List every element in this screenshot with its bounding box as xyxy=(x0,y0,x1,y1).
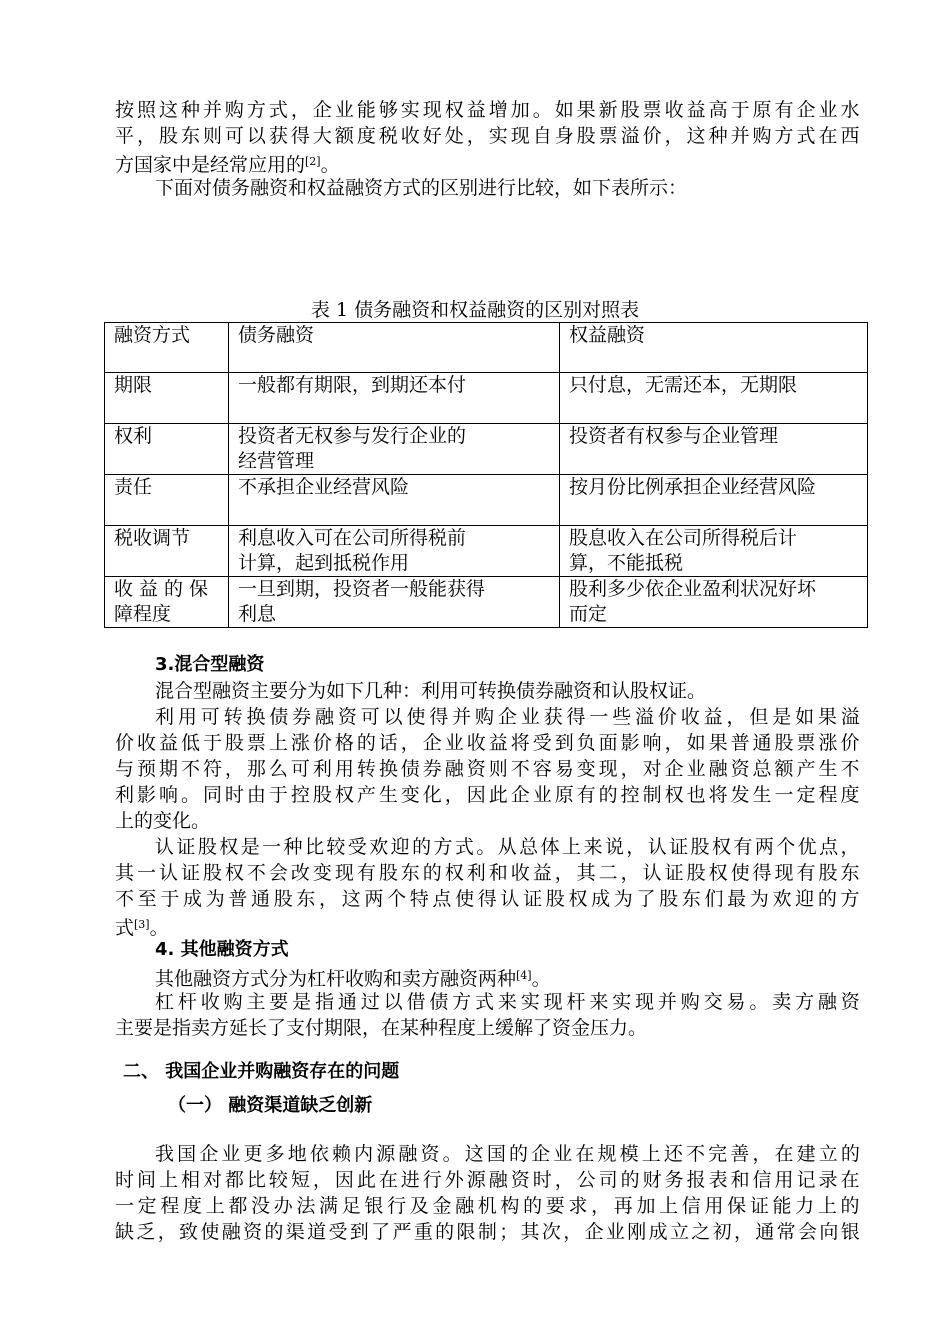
body-line: 与 预 期 不 符 ， 那 么 可 利 用 转 换 债 券 融 资 则 不 容 易 变 现 ， 对 企 业 融 资 总 额 产 生 不 xyxy=(115,758,860,780)
table-row xyxy=(105,373,868,424)
body-line: 平 ， 股 东 则 可 以 获 得 大 额 度 税 收 好 处 ， 实 现 自 身 股 票 溢 价 ， 这 种 并 购 方 式 在 西 xyxy=(115,125,860,147)
section-heading: 4. 其他融资方式 xyxy=(155,939,289,960)
body-line: 下面对债务融资和权益融资方式的区别进行比较，如下表所示： xyxy=(155,177,688,199)
body-line: 其 一 认 证 股 权 不 会 改 变 现 有 股 东 的 权 利 和 收 益 ， 其 二 ， 认 证 股 权 使 得 现 有 股 东 xyxy=(115,862,860,884)
body-line: 利 用 可 转 换 债 券 融 资 可 以 使 得 并 购 企 业 获 得 一 些 溢 价 收 益 ， 但 是 如 果 溢 xyxy=(155,706,860,728)
body-line: 式[3]。 xyxy=(115,917,169,939)
debt-cell: 一般都有期限，到期还本付 xyxy=(229,373,560,424)
debt-cell: 利息收入可在公司所得税前 计算，起到抵税作用 xyxy=(229,526,560,577)
equity-cell: 股利多少依企业盈利状况好坏 而定 xyxy=(560,577,868,628)
body-line: 主要是指卖方延长了支付期限，在某种程度上缓解了资金压力。 xyxy=(115,1017,648,1039)
table-row xyxy=(105,424,868,475)
equity-cell: 只付息，无需还本，无期限 xyxy=(560,373,868,424)
table-caption: 表 1 债务融资和权益融资的区别对照表 xyxy=(310,299,640,321)
row-label: 权利 xyxy=(105,424,229,475)
table-header-cell: 权益融资 xyxy=(560,323,868,373)
table-header-cell: 融资方式 xyxy=(105,323,229,373)
row-label: 责任 xyxy=(105,475,229,526)
body-line: 上的变化。 xyxy=(115,810,211,832)
row-label: 收益的保 障程度 xyxy=(105,577,229,628)
body-line: 时 间 上 相 对 都 比 较 短 ， 因 此 在 进 行 外 源 融 资 时 ， 公 司 的 财 务 报 表 和 信 用 记 录 在 xyxy=(115,1169,860,1191)
table-header-cell: 债务融资 xyxy=(229,323,560,373)
body-line: 按 照 这 种 并 购 方 式 ， 企 业 能 够 实 现 权 益 增 加 。 如 果 新 股 票 收 益 高 于 原 有 企 业 水 xyxy=(115,99,860,121)
table-row xyxy=(105,577,868,628)
row-label: 税收调节 xyxy=(105,526,229,577)
debt-cell: 一旦到期，投资者一般能获得 利息 xyxy=(229,577,560,628)
citation-ref: [2] xyxy=(305,155,321,168)
comparison-table xyxy=(104,322,868,628)
equity-cell: 按月份比例承担企业经营风险 xyxy=(560,475,868,526)
debt-cell: 不承担企业经营风险 xyxy=(229,475,560,526)
body-line: 利 影 响 。 同 时 由 于 控 股 权 产 生 变 化 ， 因 此 企 业 原 有 的 控 制 权 也 将 发 生 一 定 程 度 xyxy=(115,784,860,806)
row-label: 期限 xyxy=(105,373,229,424)
body-line: 价 收 益 低 于 股 票 上 涨 价 格 的 话 ， 企 业 收 益 将 受 到 负 面 影 响 ， 如 果 普 通 股 票 涨 价 xyxy=(115,732,860,754)
debt-cell: 投资者无权参与发行企业的 经营管理 xyxy=(229,424,560,475)
citation-ref: [4] xyxy=(516,969,532,982)
body-line: 我 国 企 业 更 多 地 依 赖 内 源 融 资 。 这 国 的 企 业 在 规 模 上 还 不 完 善 ， 在 建 立 的 xyxy=(155,1143,860,1165)
body-line: 认 证 股 权 是 一 种 比 较 受 欢 迎 的 方 式 。 从 总 体 上 来 说 ， 认 证 股 权 有 两 个 优 点 ， xyxy=(155,836,860,858)
body-line: 方国家中是经常应用的[2]。 xyxy=(115,154,340,176)
body-line: 其他融资方式分为杠杆收购和卖方融资两种[4]。 xyxy=(155,968,551,990)
body-line: 一 定 程 度 上 都 没 办 法 满 足 银 行 及 金 融 机 构 的 要 求 ， 再 加 上 信 用 保 证 能 力 上 的 xyxy=(115,1195,860,1217)
chapter-heading: 二、 我国企业并购融资存在的问题 xyxy=(123,1061,400,1082)
body-line: 不 至 于 成 为 普 通 股 东 ， 这 两 个 特 点 使 得 认 证 股 权 成 为 了 股 东 们 最 为 欢 迎 的 方 xyxy=(115,888,860,910)
body-line: 缺 乏 ， 致 使 融 资 的 渠 道 受 到 了 严 重 的 限 制 ； 其 次 ， 企 业 刚 成 立 之 初 ， 通 常 会 向 银 xyxy=(115,1221,860,1243)
table-row xyxy=(105,526,868,577)
body-line: 杠 杆 收 购 主 要 是 指 通 过 以 借 债 方 式 来 实 现 杆 来 实 现 并 购 交 易 。 卖 方 融 资 xyxy=(155,991,860,1013)
section-heading: 3.混合型融资 xyxy=(155,654,265,675)
subsection-heading: （一） 融资渠道缺乏创新 xyxy=(168,1095,373,1116)
equity-cell: 投资者有权参与企业管理 xyxy=(560,424,868,475)
body-line: 混合型融资主要分为如下几种：利用可转换债券融资和认股权证。 xyxy=(155,680,707,702)
table-row xyxy=(105,475,868,526)
citation-ref: [3] xyxy=(134,918,150,931)
table-header-row xyxy=(105,323,868,373)
equity-cell: 股息收入在公司所得税后计 算，不能抵税 xyxy=(560,526,868,577)
